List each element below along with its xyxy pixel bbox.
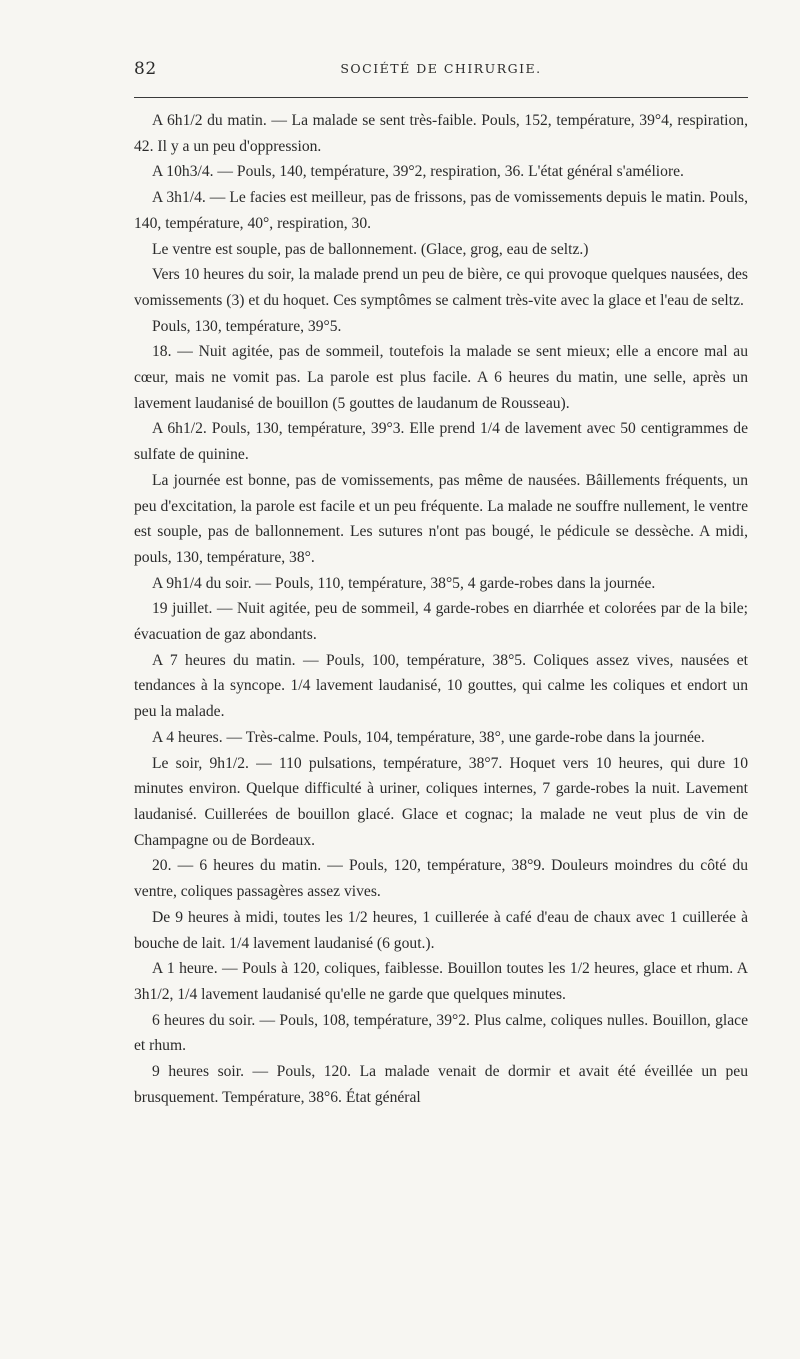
paragraph: 19 juillet. — Nuit agitée, peu de sommeil, 4 garde-robes en diarrhée et colorées par de la bile; évacuation de gaz abondants.: [134, 600, 748, 644]
paragraph: A 9h1/4 du soir. — Pouls, 110, température, 38°5, 4 garde-robes dans la journée.: [152, 574, 656, 592]
paragraph: 18. — Nuit agitée, pas de sommeil, toutefois la malade se sent mieux; elle a encore mal au cœur, mais ne vomit pas. La parole est plus facile. A 6 heures du matin, une selle, après un lavement laudanisé de bouillon (5 gouttes de laudanum de Rousseau).: [134, 343, 748, 412]
paragraph: 6 heures du soir. — Pouls, 108, température, 39°2. Plus calme, coliques nulles. Bouillon, glace et rhum.: [134, 1011, 748, 1055]
paragraph: A 1 heure. — Pouls à 120, coliques, faiblesse. Bouillon toutes les 1/2 heures, glace et rhum. A 3h1/2, 1/4 lavement laudanisé qu'elle ne garde que quelques minutes.: [134, 960, 748, 1003]
header-rule: [134, 97, 748, 98]
page-number: 82: [134, 59, 157, 79]
paragraph: A 7 heures du matin. — Pouls, 100, température, 38°5. Coliques assez vives, nausées et tendances à la syncope. 1/4 lavement laudanisé, 10 gouttes, qui calme les coliques et endort un peu la malade.: [134, 651, 748, 721]
paragraph: A 10h3/4. — Pouls, 140, température, 39°2, respiration, 36. L'état général s'améliore.: [152, 163, 684, 181]
paragraph: 9 heures soir. — Pouls, 120. La malade venait de dormir et avait été éveillée un peu brusquement. Température, 38°6. État général: [134, 1063, 748, 1106]
paragraph: De 9 heures à midi, toutes les 1/2 heures, 1 cuillerée à café d'eau de chaux avec 1 cuillerée à bouche de lait. 1/4 lavement laudanisé (6 gout.).: [134, 908, 748, 952]
paragraph: A 6h1/2. Pouls, 130, température, 39°3. Elle prend 1/4 de lavement avec 50 centigrammes de sulfate de quinine.: [134, 420, 748, 464]
paragraph: Pouls, 130, température, 39°5.: [152, 317, 342, 335]
paragraph: A 4 heures. — Très-calme. Pouls, 104, température, 38°, une garde-robe dans la journée.: [152, 728, 705, 746]
paragraph: Le soir, 9h1/2. — 110 pulsations, température, 38°7. Hoquet vers 10 heures, qui dure 10 minutes environ. Quelque difficulté à uriner, coliques internes, 7 garde-robes la nuit. Lavement laudanisé. Cuillerées de bouillon glacé. Glace et cognac; la malade ne veut plus de vin de Champagne ou de Bordeaux.: [134, 754, 748, 849]
page-header: [134, 55, 748, 91]
running-title: SOCIÉTÉ DE CHIRURGIE.: [340, 61, 542, 76]
paragraph: Vers 10 heures du soir, la malade prend un peu de bière, ce qui provoque quelques nausées, des vomissements (3) et du hoquet. Ces symptômes se calment très-vite avec la glace et l'eau de seltz.: [134, 266, 748, 309]
body-text: [134, 108, 748, 1110]
paragraph: 20. — 6 heures du matin. — Pouls, 120, température, 38°9. Douleurs moindres du côté du ventre, coliques passagères assez vives.: [134, 857, 748, 901]
paragraph: A 6h1/2 du matin. — La malade se sent très-faible. Pouls, 152, température, 39°4, respiration, 42. Il y a un peu d'oppression.: [134, 112, 748, 155]
paragraph: La journée est bonne, pas de vomissements, pas même de nausées. Bâillements fréquents, un peu d'excitation, la parole est facile et un peu fréquente. La malade ne souffre nullement, le ventre est souple, pas de ballonnement. Les sutures n'ont pas bougé, le pédicule se dessèche. A midi, pouls, 130, température, 38°.: [134, 471, 748, 566]
paragraph: Le ventre est souple, pas de ballonnement. (Glace, grog, eau de seltz.): [152, 240, 589, 258]
paragraph: A 3h1/4. — Le facies est meilleur, pas de frissons, pas de vomissements depuis le matin. Pouls, 140, température, 40°, respiration, 30.: [134, 189, 748, 232]
